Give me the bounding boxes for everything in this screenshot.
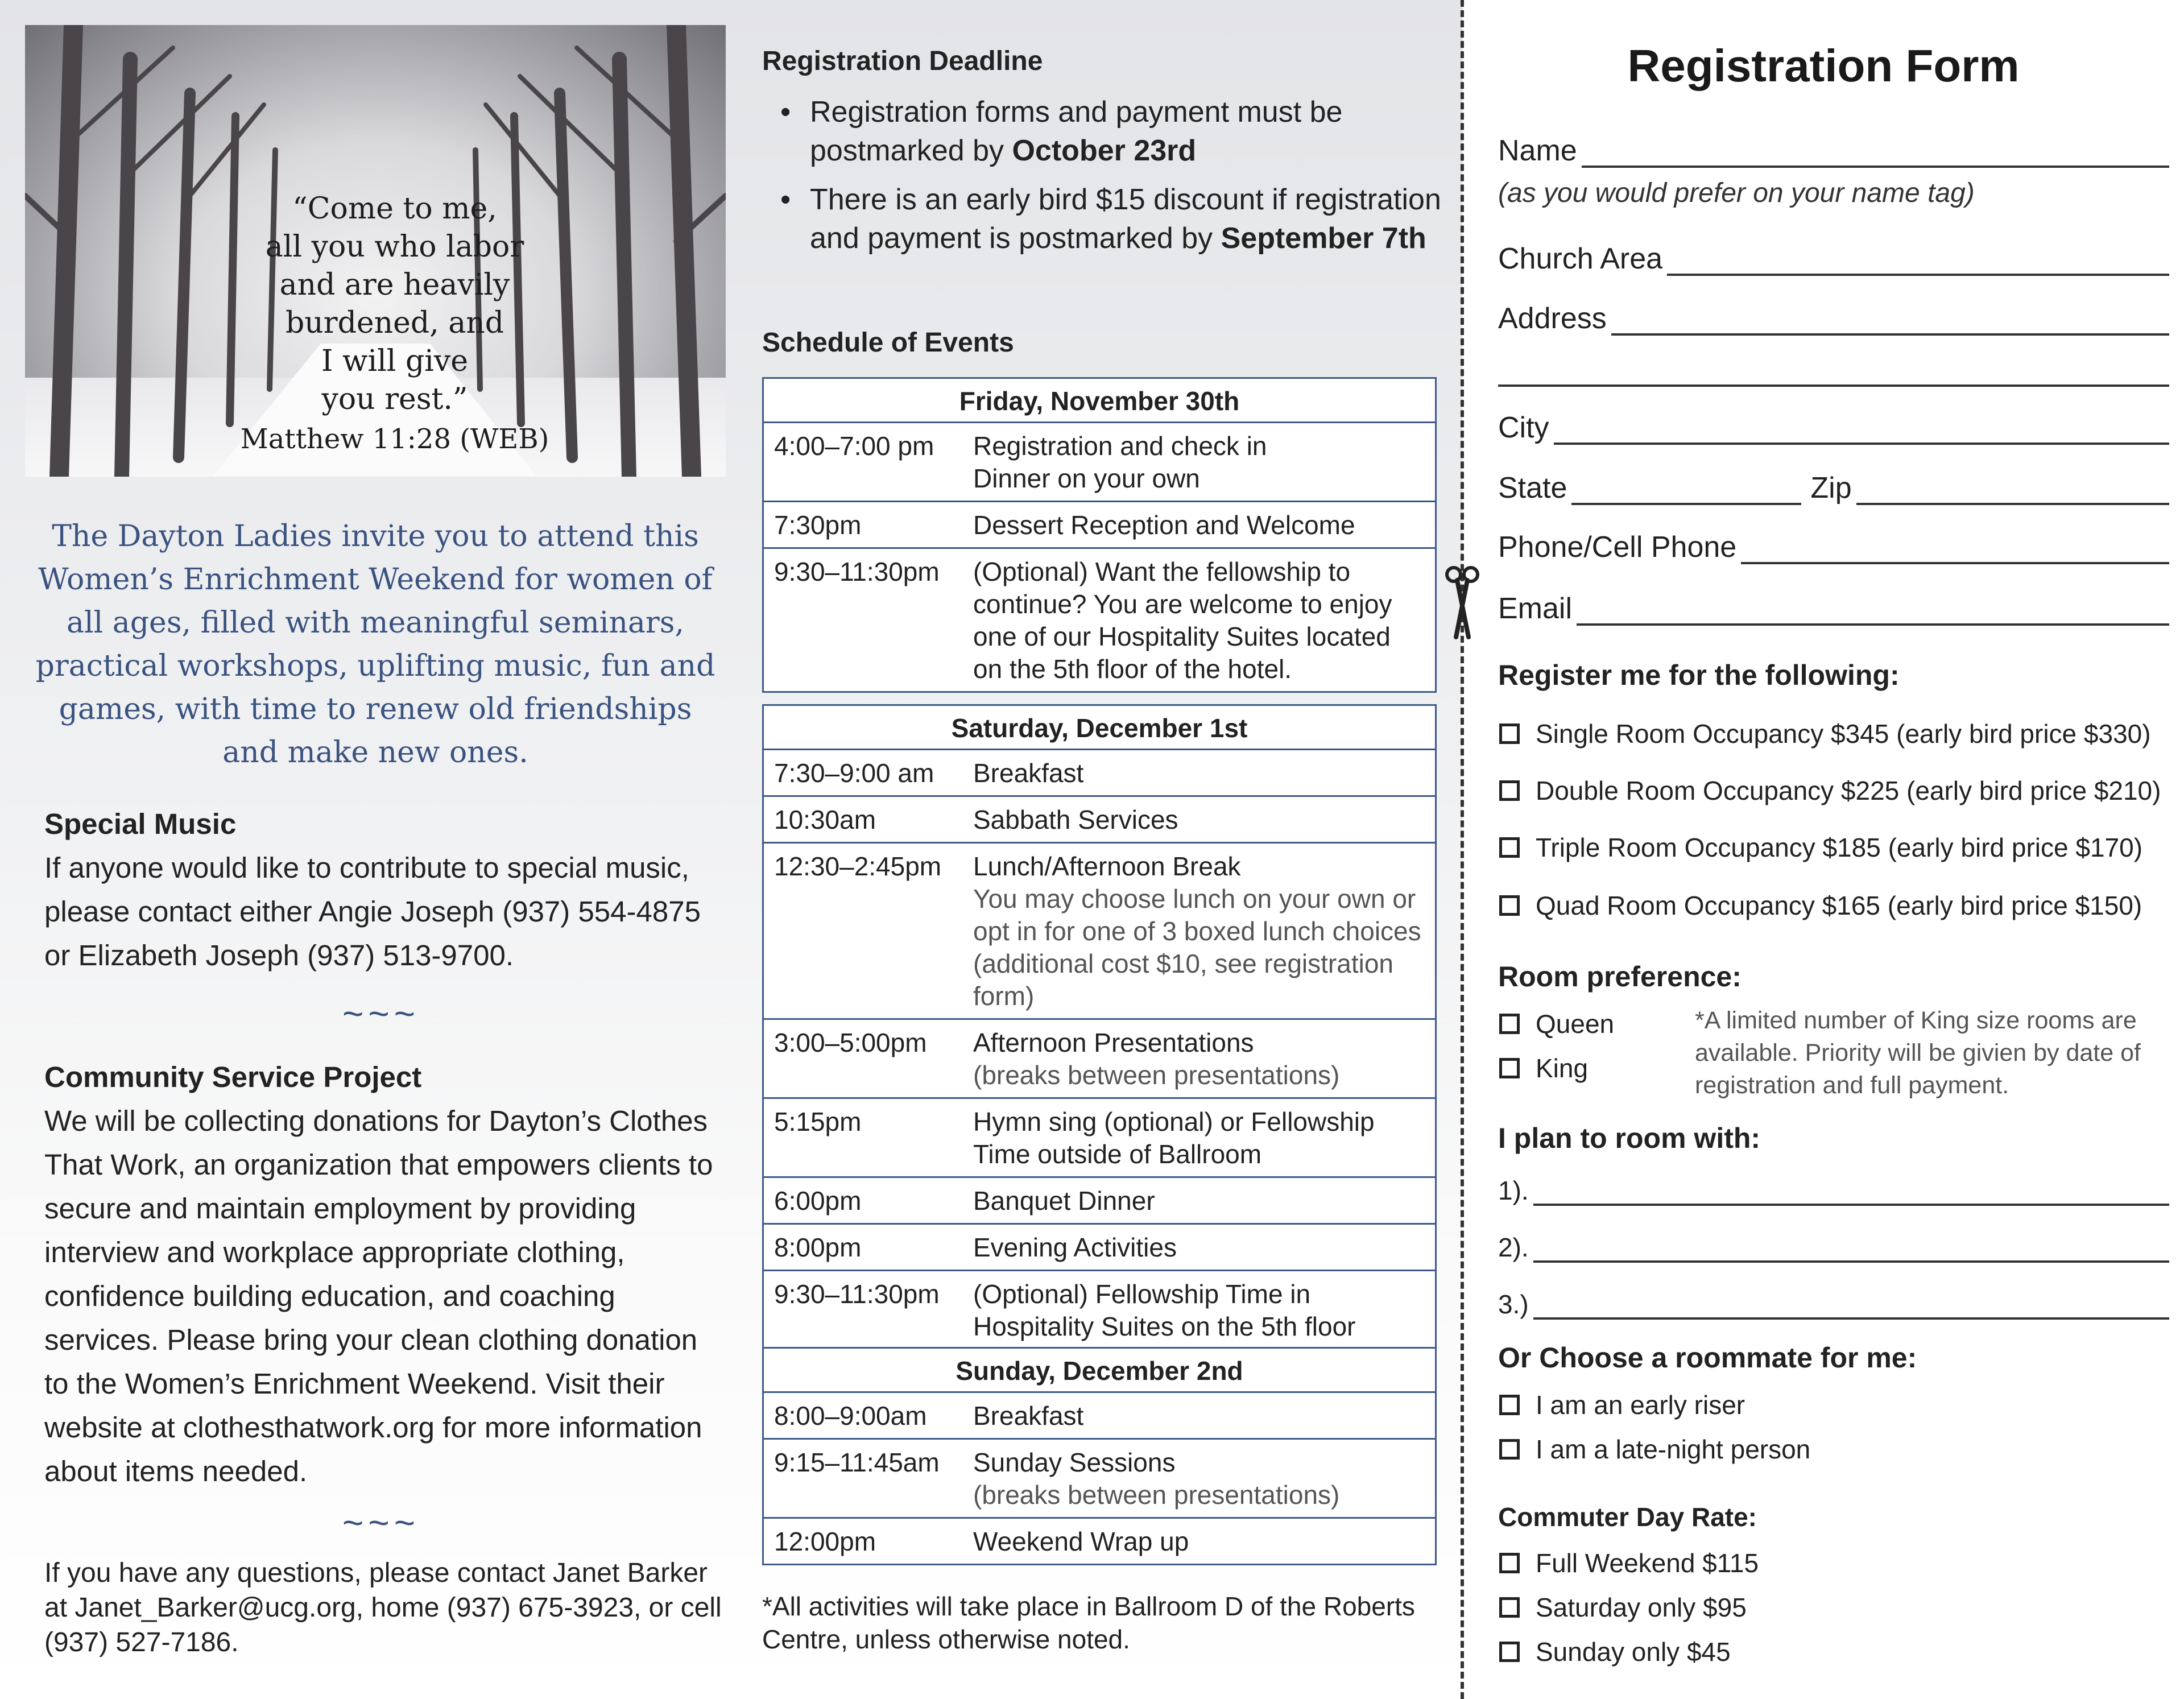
state-label: State <box>1498 472 1567 505</box>
schedule-description: Sabbath Services <box>973 805 1178 834</box>
checkbox-square[interactable] <box>1499 780 1520 801</box>
early-bird-date: September 7th <box>1221 222 1426 255</box>
community-service-heading: Community Service Project <box>44 1061 422 1093</box>
checkbox-label: Triple Room Occupancy $185 (early bird price $170) <box>1536 833 2143 862</box>
schedule-row <box>764 1018 1435 1097</box>
address-line-2-field[interactable] <box>1498 347 2169 387</box>
quote-line: all you who labor <box>265 230 524 264</box>
zip-blank[interactable] <box>1856 473 2169 505</box>
checkbox-label: I am a late-night person <box>1536 1435 1811 1464</box>
invitation-text: The Dayton Ladies invite you to attend this Women’s Enrichment Weekend for women of all ages, filled with meaningful seminars, practical workshops, uplifting music, fun and games, with time to renew old friendships and make new ones. <box>35 519 715 770</box>
description-subtext: (breaks between presentations) <box>973 1060 1340 1090</box>
checkbox-label: I am an early riser <box>1536 1390 1745 1420</box>
schedule-heading: Schedule of Events <box>762 328 1014 358</box>
section-divider: ~~~ <box>342 993 420 1034</box>
schedule-description: Banquet Dinner <box>973 1186 1155 1216</box>
schedule-description <box>973 1027 1435 1092</box>
phone-blank[interactable] <box>1741 532 2169 564</box>
checkbox-label: Single Room Occupancy $345 (early bird price $330) <box>1536 719 2151 749</box>
description-line: Dinner on your own <box>973 464 1200 493</box>
choose-roommate-heading: Or Choose a roommate for me: <box>1498 1342 1917 1374</box>
checkbox-label: King <box>1536 1053 1589 1083</box>
zip-label: Zip <box>1810 472 1852 505</box>
description-line: Afternoon Presentations <box>973 1028 1254 1057</box>
description-line: Sunday Sessions <box>973 1448 1176 1477</box>
schedule-row <box>764 1223 1435 1270</box>
schedule-row <box>764 1176 1435 1223</box>
schedule-description: Dessert Reception and Welcome <box>973 510 1355 540</box>
name-field[interactable] <box>1498 128 2169 168</box>
registration-deadline-heading: Registration Deadline <box>762 46 1043 76</box>
schedule-row <box>764 501 1435 547</box>
double-room-checkbox[interactable] <box>1499 774 2161 808</box>
special-music-heading: Special Music <box>44 808 237 840</box>
schedule-row <box>764 750 1435 795</box>
saturday-only-checkbox[interactable] <box>1499 1590 1747 1624</box>
name-blank[interactable] <box>1582 136 2169 168</box>
description-line: Lunch/Afternoon Break <box>973 851 1241 881</box>
checkbox-square[interactable] <box>1499 1395 1520 1415</box>
quote-line: burdened, and <box>285 306 504 340</box>
email-blank[interactable] <box>1577 594 2169 626</box>
queen-checkbox[interactable] <box>1499 1007 1614 1041</box>
roommate-blank[interactable] <box>1533 1174 2169 1206</box>
address-label: Address <box>1498 302 1607 335</box>
checkbox-square[interactable] <box>1499 1439 1520 1460</box>
schedule-description: Weekend Wrap up <box>973 1527 1189 1556</box>
checkbox-square[interactable] <box>1499 1553 1520 1573</box>
bullet-text: Registration forms and payment must be postmarked by <box>810 96 1343 167</box>
description-line: Registration and check in <box>973 431 1267 461</box>
city-blank[interactable] <box>1554 413 2169 445</box>
late-night-checkbox[interactable] <box>1499 1432 1810 1466</box>
quote-line: I will give <box>321 344 469 378</box>
special-music-body: If anyone would like to contribute to special music, please contact either Angie Joseph (937) 554-4875 or Elizabeth Joseph (937) 513-9700. <box>44 851 701 972</box>
roommate-heading: I plan to room with: <box>1498 1122 1761 1154</box>
checkbox-square[interactable] <box>1499 1014 1520 1034</box>
schedule-description: (Optional) Want the fellowship to continue? You are welcome to enjoy one of our Hospitality Suites located on the 5th floor of the hotel. <box>973 557 1392 684</box>
church-area-field[interactable] <box>1498 236 2169 276</box>
scissors-icon <box>1442 563 1482 643</box>
sunday-only-checkbox[interactable] <box>1499 1635 1731 1669</box>
deadline-date: October 23rd <box>1012 134 1197 167</box>
full-weekend-checkbox[interactable] <box>1499 1546 1759 1580</box>
name-tag-note: (as you would prefer on your name tag) <box>1498 178 1975 208</box>
king-room-note: *A limited number of King size rooms are available. Priority will be givien by date of registration and full payment. <box>1695 1007 2141 1099</box>
triple-room-checkbox[interactable] <box>1499 830 2142 865</box>
schedule-time: 9:15–11:45am <box>774 1448 940 1477</box>
description-subtext: (breaks between presentations) <box>973 1480 1340 1510</box>
snowy-trees-photo <box>25 25 726 477</box>
register-heading: Register me for the following: <box>1498 659 1900 691</box>
roommate-field-2[interactable] <box>1498 1223 2169 1263</box>
commuter-heading: Commuter Day Rate: <box>1498 1502 1757 1532</box>
schedule-description <box>973 850 1435 1012</box>
schedule-time: 9:30–11:30pm <box>774 1279 940 1309</box>
checkbox-label: Quad Room Occupancy $165 (early bird price $150) <box>1536 891 2142 920</box>
friday-schedule-table <box>762 377 1437 693</box>
schedule-time: 6:00pm <box>774 1186 862 1216</box>
ballroom-note: *All activities will take place in Ballroom D of the Roberts Centre, unless otherwise noted. <box>762 1591 1415 1654</box>
state-blank[interactable] <box>1571 473 1801 505</box>
schedule-time: 12:00pm <box>774 1527 876 1556</box>
early-riser-checkbox[interactable] <box>1499 1388 1745 1422</box>
phone-label: Phone/Cell Phone <box>1498 531 1737 564</box>
bullet-text: There is an early bird $15 discount if registration and payment is postmarked by <box>810 183 1441 255</box>
schedule-day-header: Friday, November 30th <box>764 379 1435 423</box>
roommate-number: 1). <box>1498 1176 1529 1205</box>
schedule-day-header: Saturday, December 1st <box>764 706 1435 750</box>
checkbox-square[interactable] <box>1499 1642 1520 1662</box>
roommate-number: 2). <box>1498 1233 1529 1262</box>
schedule-description: Breakfast <box>973 758 1084 788</box>
city-label: City <box>1498 411 1549 444</box>
roommate-field-3[interactable] <box>1498 1280 2169 1320</box>
checkbox-label: Full Weekend $115 <box>1536 1548 1759 1578</box>
schedule-time: 10:30am <box>774 805 876 834</box>
section-divider: ~~~ <box>342 1502 420 1543</box>
schedule-row <box>764 1097 1435 1176</box>
quote-line: you rest.” <box>321 382 468 416</box>
schedule-row <box>764 547 1435 691</box>
schedule-row <box>764 1438 1435 1517</box>
checkbox-square[interactable] <box>1499 724 1520 744</box>
description-subtext: You may choose lunch on your own or opt in for one of 3 boxed lunch choices (additional cost $10, see registration form) <box>973 884 1421 1011</box>
schedule-description: Evening Activities <box>973 1233 1177 1262</box>
contact-text: If you have any questions, please contact Janet Barker at Janet_Barker@ucg.org, home (937) 675-3923, or cell (937) 527-7186. <box>44 1558 722 1657</box>
checkbox-square[interactable] <box>1499 1597 1520 1618</box>
schedule-row <box>764 842 1435 1018</box>
email-field[interactable] <box>1498 586 2169 626</box>
quote-line: “Come to me, <box>292 192 497 226</box>
schedule-description: Breakfast <box>973 1401 1084 1431</box>
scripture-reference: Matthew 11:28 (WEB) <box>240 423 549 455</box>
scripture-quote <box>25 190 726 419</box>
church-area-blank[interactable] <box>1667 244 2169 276</box>
roommate-number: 3.) <box>1498 1289 1529 1319</box>
schedule-row <box>764 795 1435 842</box>
deadline-bullet <box>775 93 1446 170</box>
address-line-2-blank[interactable] <box>1498 355 2169 387</box>
schedule-time: 8:00–9:00am <box>774 1401 927 1431</box>
schedule-row <box>764 1270 1435 1349</box>
schedule-time: 3:00–5:00pm <box>774 1028 927 1057</box>
sunday-schedule-table <box>762 1347 1437 1565</box>
checkbox-label: Double Room Occupancy $225 (early bird price $210) <box>1536 776 2161 805</box>
schedule-time: 7:30pm <box>774 510 862 540</box>
schedule-description <box>973 1446 1435 1511</box>
checkbox-label: Sunday only $45 <box>1536 1637 1731 1667</box>
schedule-time: 7:30–9:00 am <box>774 758 934 788</box>
schedule-time: 9:30–11:30pm <box>774 557 940 586</box>
quote-line: and are heavily <box>279 268 510 302</box>
schedule-row <box>764 1517 1435 1564</box>
roommate-blank[interactable] <box>1533 1288 2169 1320</box>
address-blank[interactable] <box>1611 304 2169 336</box>
schedule-description: (Optional) Fellowship Time in Hospitality Suites on the 5th floor <box>973 1279 1356 1341</box>
registration-form-title: Registration Form <box>1627 40 2020 91</box>
early-bird-bullet <box>775 180 1446 258</box>
community-service-body: We will be collecting donations for Dayton’s Clothes That Work, an organization that empowers clients to secure and maintain employment by providing interview and workplace appropriate clothing, confidence building education, and coaching services. Please bring your clean clothing donation to the Women’s Enrichment Weekend. Visit their website at clothesthatwork.org for more information about items needed. <box>44 1105 713 1487</box>
checkbox-square[interactable] <box>1499 1058 1520 1078</box>
checkbox-square[interactable] <box>1499 895 1520 916</box>
single-room-checkbox[interactable] <box>1499 717 2151 751</box>
state-zip-field[interactable] <box>1498 465 2169 505</box>
email-label: Email <box>1498 592 1573 625</box>
checkbox-label: Saturday only $95 <box>1536 1593 1747 1622</box>
schedule-description <box>973 430 1435 495</box>
schedule-time: 5:15pm <box>774 1107 862 1136</box>
roommate-field-1[interactable] <box>1498 1166 2169 1206</box>
quad-room-checkbox[interactable] <box>1499 888 2142 923</box>
address-field[interactable] <box>1498 296 2169 336</box>
church-area-label: Church Area <box>1498 242 1663 275</box>
schedule-row <box>764 1393 1435 1438</box>
deadline-bullets <box>775 93 1446 268</box>
schedule-row <box>764 423 1435 501</box>
room-preference-heading: Room preference: <box>1498 961 1742 993</box>
checkbox-label: Queen <box>1536 1009 1615 1039</box>
schedule-description: Hymn sing (optional) or Fellowship Time outside of Ballroom <box>973 1107 1375 1169</box>
roommate-blank[interactable] <box>1533 1231 2169 1263</box>
schedule-time: 8:00pm <box>774 1233 862 1262</box>
schedule-day-header: Sunday, December 2nd <box>764 1349 1435 1393</box>
name-label: Name <box>1498 134 1577 167</box>
saturday-schedule-table <box>762 704 1437 1350</box>
checkbox-square[interactable] <box>1499 837 1520 858</box>
schedule-time: 4:00–7:00 pm <box>774 431 934 461</box>
schedule-time: 12:30–2:45pm <box>774 851 942 881</box>
dashed-cut-line <box>1461 0 1464 1699</box>
king-checkbox[interactable] <box>1499 1051 1588 1085</box>
phone-field[interactable] <box>1498 524 2169 564</box>
city-field[interactable] <box>1498 405 2169 445</box>
